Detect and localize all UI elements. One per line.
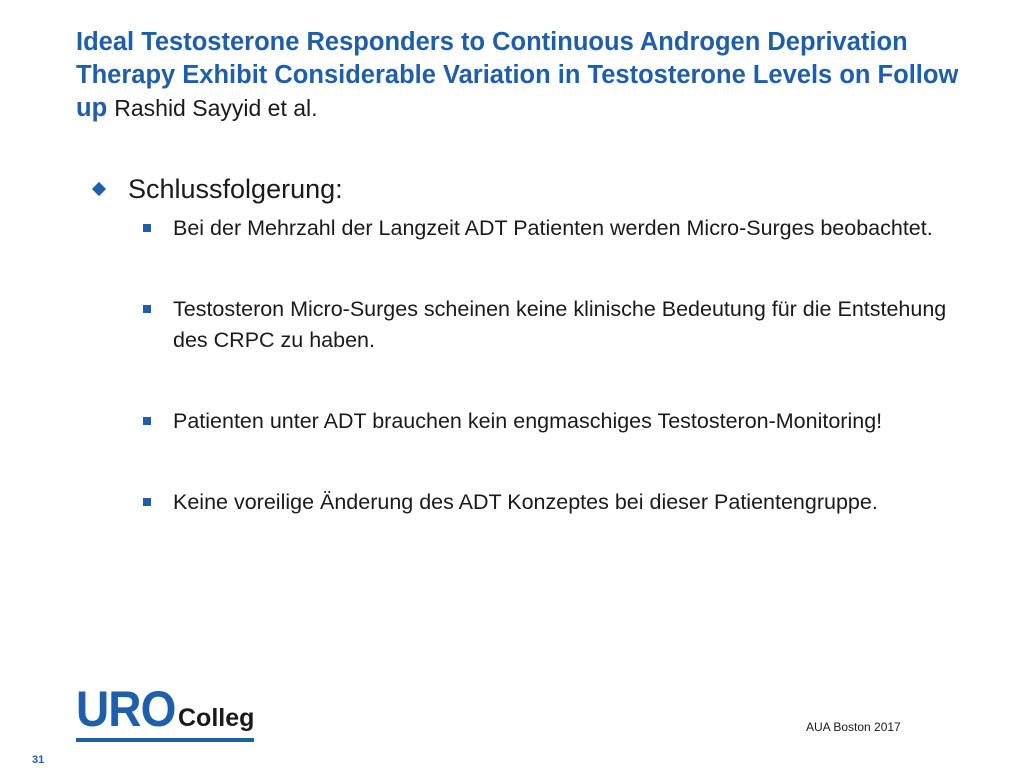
- bullet-text: Keine voreilige Änderung des ADT Konzeptes bei dieser Patientengruppe.: [173, 490, 878, 514]
- section-heading: [92, 172, 343, 206]
- page-number: 31: [32, 754, 45, 766]
- title-text: Ideal Testosterone Responders to Continuous Androgen Deprivation Therapy Exhibit Considerable Variation in Testosterone Levels on Follow up: [76, 28, 959, 122]
- square-bullet-icon: [143, 224, 151, 232]
- bullet-text: Testosteron Micro-Surges scheinen keine klinische Bedeutung für die Entstehung des CRPC zu haben.: [173, 297, 947, 352]
- logo-uro-text: URO: [76, 681, 176, 737]
- urocolleg-logo: [76, 682, 266, 742]
- footer-text: AUA Boston 2017: [806, 720, 901, 734]
- bullet-text: Bei der Mehrzahl der Langzeit ADT Patienten werden Micro-Surges beobachtet.: [173, 216, 933, 240]
- bullet-item: [140, 294, 960, 356]
- diamond-bullet-icon: [92, 182, 106, 196]
- bullet-item: [140, 213, 960, 244]
- square-bullet-icon: [143, 417, 151, 425]
- bullet-item: [140, 487, 960, 518]
- square-bullet-icon: [143, 305, 151, 313]
- square-bullet-icon: [143, 498, 151, 506]
- section-heading-text: Schlussfolgerung:: [128, 174, 343, 204]
- logo-colleg-text: Colleg: [178, 704, 255, 732]
- bullet-item: [140, 406, 960, 437]
- slide-title: [76, 26, 976, 125]
- title-authors: Rashid Sayyid et al.: [114, 95, 318, 121]
- bullet-list: [140, 213, 960, 568]
- bullet-text: Patienten unter ADT brauchen kein engmaschiges Testosteron-Monitoring!: [173, 409, 883, 433]
- logo-underline: [76, 738, 254, 742]
